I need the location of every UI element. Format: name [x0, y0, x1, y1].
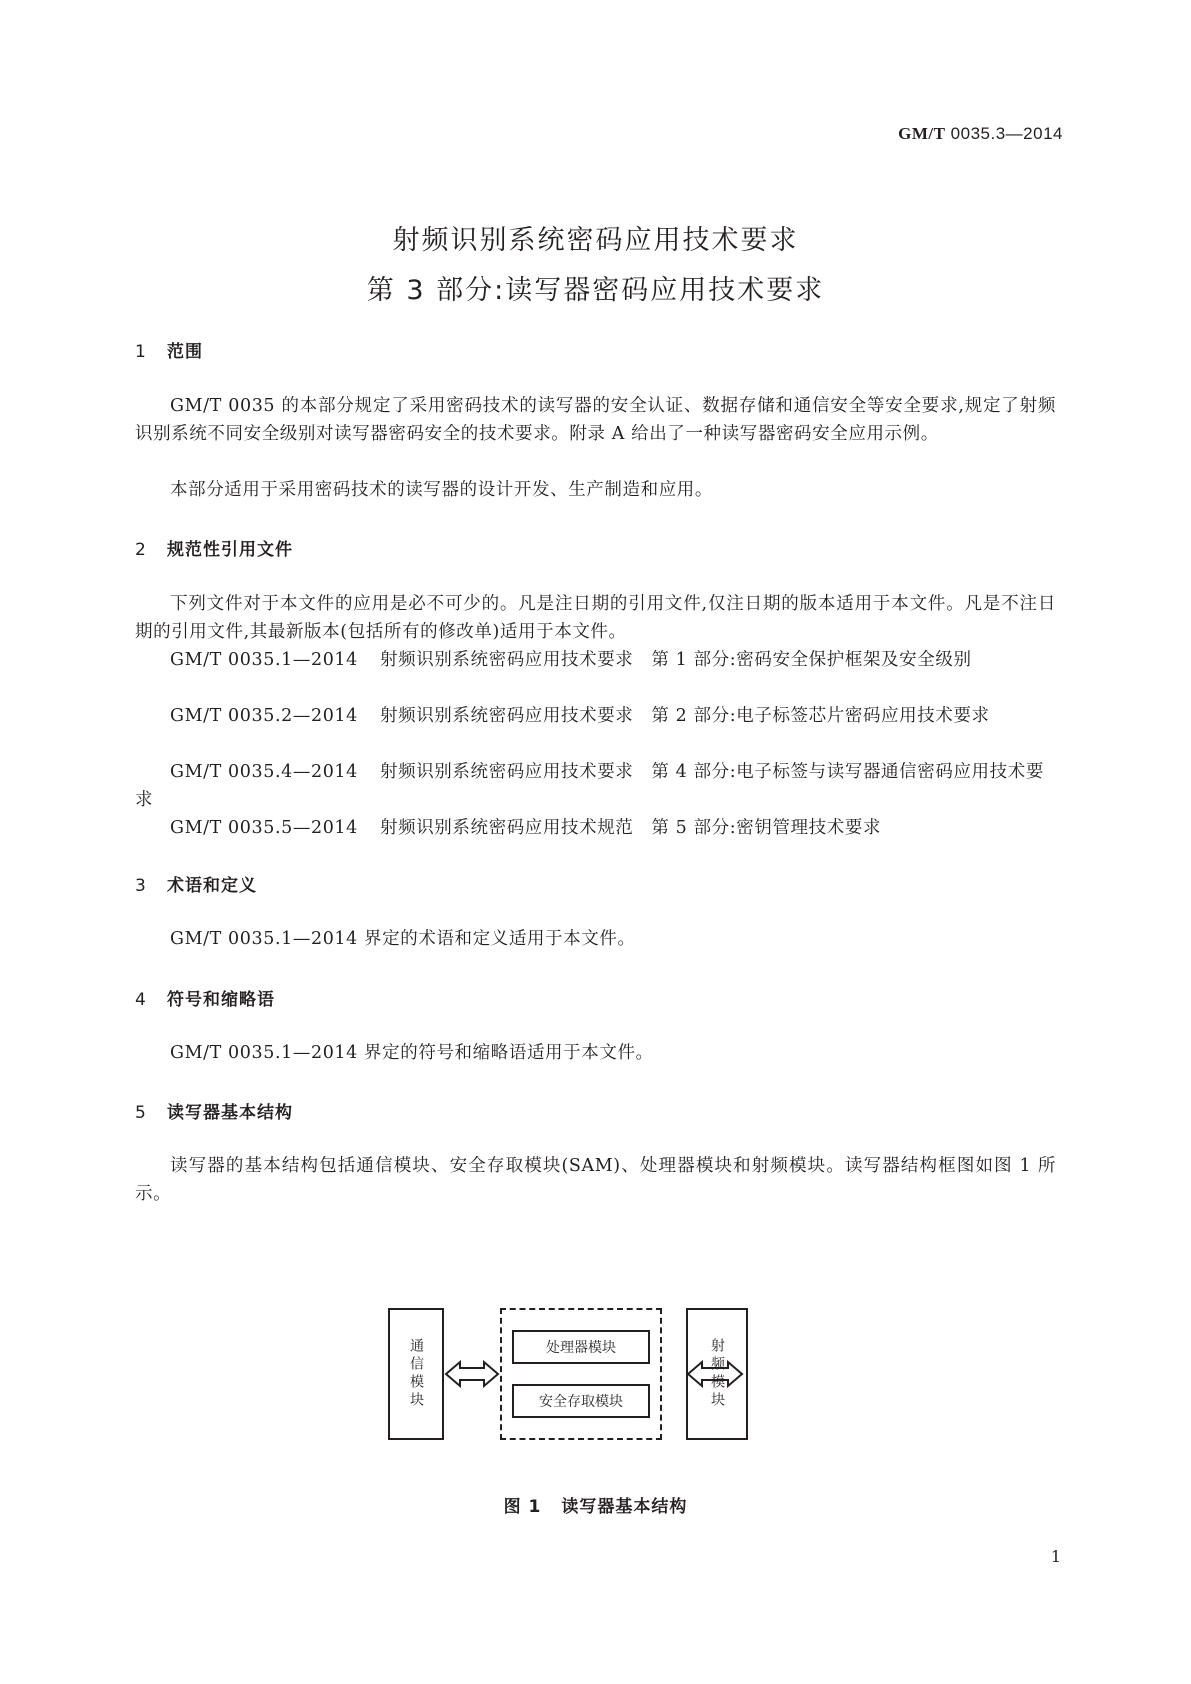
- reference-title: 射频识别系统密码应用技术要求: [380, 650, 634, 670]
- communication-module-box: [388, 1308, 444, 1440]
- reference-item: [135, 702, 1056, 730]
- reference-item: [135, 814, 1056, 842]
- processor-module-box: [512, 1330, 650, 1364]
- section-number: 4: [135, 990, 147, 1010]
- section-title: 符号和缩略语: [167, 990, 275, 1010]
- section-number: 5: [135, 1103, 147, 1123]
- section-title: 范围: [167, 342, 203, 362]
- document-title-line2: 第 3 部分:读写器密码应用技术要求: [366, 275, 825, 306]
- page-number: 1: [1050, 1547, 1061, 1566]
- reference-title: 射频识别系统密码应用技术规范: [380, 818, 634, 838]
- section-2-intro: 下列文件对于本文件的应用是必不可少的。凡是注日期的引用文件,仅注日期的版本适用于本文件。凡是不注日期的引用文件,其最新版本(包括所有的修改单)适用于本文件。: [135, 594, 1056, 642]
- sam-module-label: 安全存取模块: [539, 1394, 623, 1410]
- section-4-paragraph: GM/T 0035.1—2014 界定的符号和缩略语适用于本文件。: [170, 1043, 654, 1063]
- reference-title: 射频识别系统密码应用技术要求: [380, 706, 634, 726]
- section-5-paragraph: 读写器的基本结构包括通信模块、安全存取模块(SAM)、处理器模块和射频模块。读写器结构框图如图 1 所示。: [135, 1156, 1056, 1204]
- reference-item: [135, 646, 1056, 674]
- section-2-heading: [135, 535, 293, 560]
- reference-title: 射频识别系统密码应用技术要求: [380, 762, 634, 782]
- reference-code: GM/T 0035.2—2014: [170, 706, 358, 726]
- rf-module-label: 射频模块: [709, 1338, 725, 1410]
- section-1-heading: [135, 337, 203, 362]
- section-title: 规范性引用文件: [167, 540, 293, 560]
- standard-number: [898, 124, 1063, 144]
- reference-part: 第 2 部分:电子标签芯片密码应用技术要求: [651, 706, 990, 726]
- reference-part: 第 4 部分:电子标签与读写器通信密码应用技术要求: [135, 762, 1044, 810]
- standard-prefix: GM/T: [898, 124, 946, 143]
- section-1-paragraph-2: 本部分适用于采用密码技术的读写器的设计开发、生产制造和应用。: [170, 480, 713, 500]
- section-title: 读写器基本结构: [167, 1103, 293, 1123]
- reference-part: 第 5 部分:密钥管理技术要求: [651, 818, 882, 838]
- section-1-paragraph-1: GM/T 0035 的本部分规定了采用密码技术的读写器的安全认证、数据存储和通信安全等安全要求,规定了射频识别系统不同安全级别对读写器密码安全的技术要求。附录 A 给出了一种读写器密码安全应用示例。: [135, 396, 1056, 444]
- figure-caption-label: 图 1: [503, 1497, 542, 1517]
- section-number: 1: [135, 342, 147, 362]
- reader-structure-diagram: [388, 1308, 808, 1448]
- section-5-heading: [135, 1098, 293, 1123]
- reference-item: [135, 758, 1056, 814]
- sam-module-box: [512, 1384, 650, 1418]
- rf-module-box: [686, 1308, 748, 1440]
- section-number: 3: [135, 876, 147, 896]
- reference-part: 第 1 部分:密码安全保护框架及安全级别: [651, 650, 972, 670]
- section-title: 术语和定义: [167, 876, 257, 896]
- reference-code: GM/T 0035.1—2014: [170, 650, 358, 670]
- reference-code: GM/T 0035.4—2014: [170, 762, 358, 782]
- reader-core-group: [500, 1308, 662, 1440]
- section-3-paragraph: GM/T 0035.1—2014 界定的术语和定义适用于本文件。: [170, 929, 636, 949]
- standard-code: 0035.3—2014: [950, 124, 1063, 143]
- document-title-line1: 射频识别系统密码应用技术要求: [392, 225, 799, 256]
- section-3-heading: [135, 871, 257, 896]
- section-number: 2: [135, 540, 147, 560]
- processor-module-label: 处理器模块: [546, 1340, 616, 1356]
- figure-caption-title: 读写器基本结构: [561, 1497, 688, 1517]
- left-double-arrow: [446, 1362, 498, 1386]
- figure-caption: [0, 1492, 1191, 1517]
- reference-code: GM/T 0035.5—2014: [170, 818, 358, 838]
- communication-module-label: 通信模块: [408, 1338, 424, 1410]
- section-4-heading: [135, 985, 275, 1010]
